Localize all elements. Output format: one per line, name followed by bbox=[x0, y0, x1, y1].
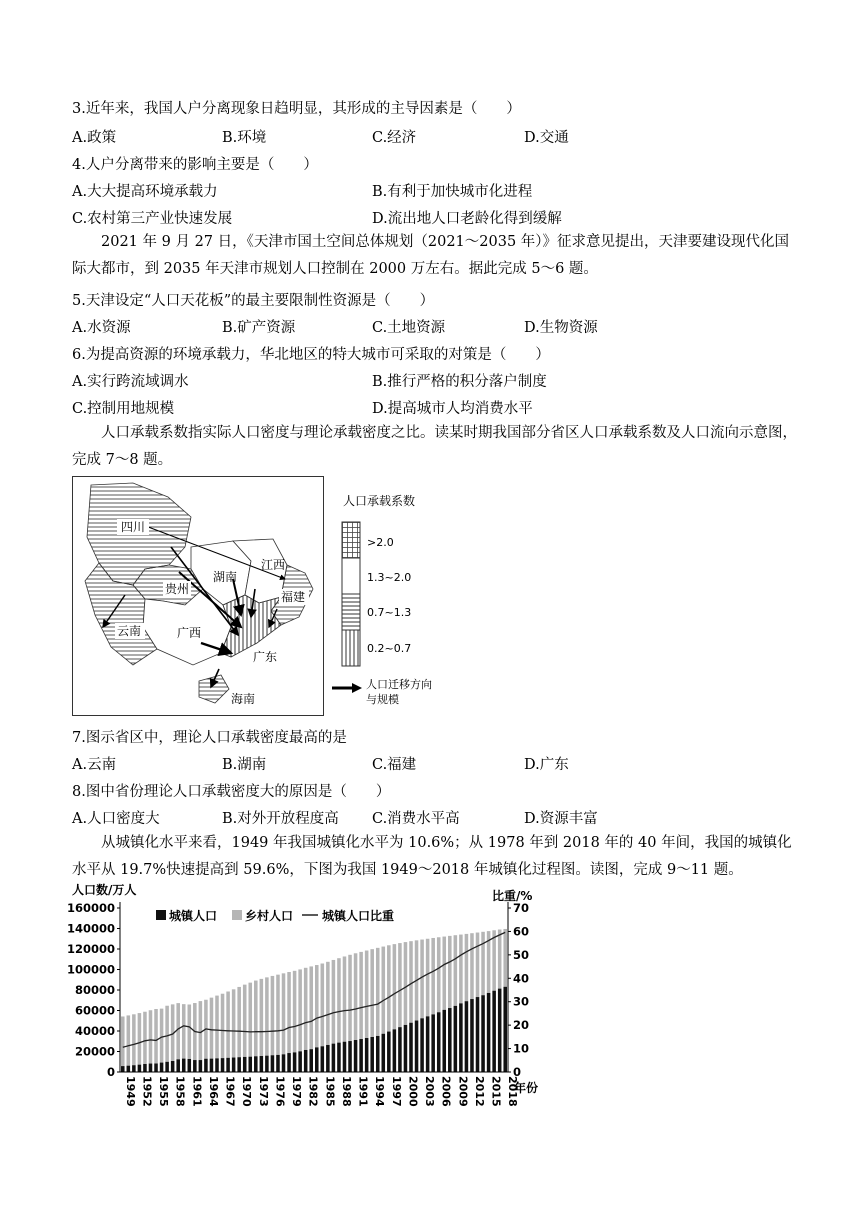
map-legend-swatches bbox=[340, 520, 364, 672]
bar-rural-1954 bbox=[149, 1010, 153, 1063]
bar-rural-2013 bbox=[476, 933, 480, 998]
bar-urban-1990 bbox=[348, 1041, 352, 1072]
bar-rural-2001 bbox=[409, 941, 413, 1023]
bar-urban-2004 bbox=[426, 1016, 430, 1072]
bar-urban-2000 bbox=[404, 1025, 408, 1072]
q4-option-d: D.流出地人口老龄化得到缓解 bbox=[372, 211, 562, 227]
bar-urban-1956 bbox=[160, 1063, 164, 1072]
bar-rural-1972 bbox=[248, 983, 252, 1057]
bar-urban-1959 bbox=[176, 1059, 180, 1072]
xtick-label-1994: 1994 bbox=[373, 1076, 387, 1107]
ytick-label-1: 140000 bbox=[66, 921, 115, 936]
bar-urban-1993 bbox=[365, 1038, 369, 1072]
bar-urban-1960 bbox=[182, 1059, 186, 1072]
bar-urban-1963 bbox=[199, 1060, 203, 1072]
q7-option-d: D.广东 bbox=[524, 757, 569, 773]
q3-option-d: D.交通 bbox=[524, 130, 569, 146]
bar-rural-1961 bbox=[188, 1004, 192, 1058]
bar-rural-1983 bbox=[309, 966, 313, 1049]
ytick-label-5: 60000 bbox=[74, 1003, 115, 1018]
bar-urban-1981 bbox=[298, 1051, 302, 1072]
xtick-label-1952: 1952 bbox=[140, 1076, 154, 1107]
bar-rural-1985 bbox=[321, 964, 325, 1047]
legend-label-gt2: >2.0 bbox=[367, 536, 394, 549]
bar-rural-1987 bbox=[332, 960, 336, 1044]
bar-urban-1971 bbox=[243, 1057, 247, 1072]
bar-rural-1956 bbox=[160, 1009, 164, 1063]
bar-rural-1995 bbox=[376, 948, 380, 1036]
bar-urban-1997 bbox=[387, 1032, 391, 1072]
xtick-label-1997: 1997 bbox=[389, 1076, 403, 1107]
bar-urban-1958 bbox=[171, 1061, 175, 1072]
bar-rural-1967 bbox=[221, 994, 225, 1058]
bar-rural-1951 bbox=[132, 1014, 136, 1065]
y2tick-label-7: 0 bbox=[513, 1065, 522, 1079]
xtick-label-2012: 2012 bbox=[472, 1076, 486, 1107]
q6-option-a: A.实行跨流域调水 bbox=[72, 374, 189, 390]
bar-urban-1951 bbox=[132, 1065, 136, 1072]
map-label-fujian: 福建 bbox=[281, 590, 306, 604]
q7-option-a: A.云南 bbox=[72, 757, 117, 773]
legend-label-ratio: 城镇人口比重 bbox=[322, 909, 395, 923]
bar-urban-2008 bbox=[448, 1008, 452, 1072]
xtick-label-2003: 2003 bbox=[423, 1076, 437, 1107]
q5-option-d: D.生物资源 bbox=[524, 320, 598, 336]
bar-urban-1968 bbox=[226, 1058, 230, 1072]
bar-rural-1978 bbox=[282, 973, 286, 1054]
xtick-label-1958: 1958 bbox=[173, 1076, 187, 1107]
bar-rural-1986 bbox=[326, 962, 330, 1045]
map-label-hainan: 海南 bbox=[231, 692, 256, 706]
bar-urban-1982 bbox=[304, 1050, 308, 1072]
legend-label-rural: 乡村人口 bbox=[245, 909, 294, 923]
bar-rural-1994 bbox=[370, 949, 374, 1037]
xtick-label-1991: 1991 bbox=[356, 1076, 370, 1107]
bar-rural-1966 bbox=[215, 996, 219, 1059]
bar-urban-1966 bbox=[215, 1058, 219, 1072]
legend-arrow-label-2: 与规模 bbox=[366, 693, 399, 706]
ytick-label-4: 80000 bbox=[74, 983, 115, 997]
q5-option-c: C.土地资源 bbox=[372, 320, 446, 336]
bar-urban-1949 bbox=[121, 1066, 125, 1072]
q8-option-a: A.人口密度大 bbox=[72, 811, 160, 827]
legend-arrow-icon bbox=[330, 682, 364, 694]
bar-urban-1957 bbox=[165, 1062, 169, 1072]
bar-urban-1973 bbox=[254, 1056, 258, 1072]
bar-urban-1955 bbox=[154, 1064, 158, 1072]
q6-option-b: B.推行严格的积分落户制度 bbox=[372, 374, 547, 390]
urbanization-chart bbox=[66, 880, 550, 1110]
bar-urban-1985 bbox=[321, 1046, 325, 1072]
q3-option-b: B.环境 bbox=[222, 130, 267, 146]
xtick-label-1961: 1961 bbox=[190, 1076, 204, 1107]
q7-stem: 7.图示省区中，理论人口承载密度最高的是 bbox=[72, 730, 347, 746]
legend-arrow-label-1: 人口迁移方向 bbox=[366, 678, 432, 691]
bar-rural-1998 bbox=[393, 944, 397, 1029]
xtick-label-1982: 1982 bbox=[306, 1076, 320, 1107]
bar-urban-1998 bbox=[393, 1029, 397, 1072]
bar-rural-1975 bbox=[265, 977, 269, 1055]
chart-y2label: 比重/% bbox=[492, 889, 533, 903]
bar-urban-1989 bbox=[343, 1042, 347, 1072]
xtick-label-1970: 1970 bbox=[240, 1076, 254, 1107]
bar-urban-2001 bbox=[409, 1023, 413, 1072]
bar-rural-1990 bbox=[348, 955, 352, 1041]
map-label-jiangxi: 江西 bbox=[261, 558, 286, 572]
bar-urban-1978 bbox=[282, 1054, 286, 1072]
bar-rural-1981 bbox=[298, 969, 302, 1051]
y2tick-label-5: 20 bbox=[513, 1018, 530, 1033]
xtick-label-1973: 1973 bbox=[256, 1076, 270, 1107]
bar-rural-1970 bbox=[237, 987, 241, 1057]
bar-urban-2011 bbox=[465, 1001, 469, 1072]
bar-urban-1969 bbox=[232, 1058, 236, 1072]
bar-rural-2018 bbox=[503, 929, 507, 987]
bar-rural-1955 bbox=[154, 1009, 158, 1064]
map-label-guizhou: 贵州 bbox=[165, 582, 190, 596]
passage-carrying: 人口承载系数指实际人口密度与理论承载密度之比。读某时期我国部分省区人口承载系数及人口流向示意图，完成 7～8 题。 bbox=[72, 425, 797, 468]
q8-stem: 8.图中省份理论人口承载密度大的原因是（ ） bbox=[72, 784, 391, 800]
ytick-label-6: 40000 bbox=[74, 1024, 115, 1038]
bar-urban-1967 bbox=[221, 1058, 225, 1072]
q5-stem: 5.天津设定“人口天花板”的最主要限制性资源是（ ） bbox=[72, 293, 435, 309]
bar-rural-1988 bbox=[337, 958, 341, 1042]
bar-urban-2009 bbox=[454, 1006, 458, 1072]
bar-rural-1991 bbox=[354, 953, 358, 1040]
bar-rural-1974 bbox=[260, 979, 264, 1056]
bar-rural-1999 bbox=[398, 943, 402, 1027]
bar-urban-1953 bbox=[143, 1064, 147, 1072]
xtick-label-1964: 1964 bbox=[206, 1076, 220, 1107]
xtick-label-2009: 2009 bbox=[456, 1076, 470, 1107]
passage-tianjin: 2021 年 9 月 27 日，《天津市国土空间总体规划（2021～2035 年）》征求意见提出，天津要建设现代化国际大都市，到 2035 年天津市规划人口控制在 2000 万左右。据此完成 5～6 题。 bbox=[72, 234, 790, 277]
population-map bbox=[72, 476, 324, 716]
bar-rural-2003 bbox=[420, 940, 424, 1019]
bar-rural-2010 bbox=[459, 935, 463, 1004]
xtick-label-1988: 1988 bbox=[339, 1076, 353, 1107]
q6-option-c: C.控制用地规模 bbox=[72, 401, 175, 417]
bar-rural-1977 bbox=[276, 975, 280, 1055]
bar-rural-1980 bbox=[293, 971, 297, 1053]
bar-urban-2003 bbox=[420, 1018, 424, 1072]
bar-rural-2007 bbox=[442, 937, 446, 1010]
legend-label-0-2-0-7: 0.2~0.7 bbox=[367, 642, 412, 655]
bar-rural-1993 bbox=[365, 951, 369, 1038]
bar-urban-1975 bbox=[265, 1056, 269, 1072]
map-label-yunnan: 云南 bbox=[117, 624, 142, 638]
map-label-sichuan: 四川 bbox=[121, 520, 146, 534]
bar-urban-1974 bbox=[260, 1056, 264, 1072]
q7-option-c: C.福建 bbox=[372, 757, 417, 773]
map-label-guangdong: 广东 bbox=[253, 650, 278, 664]
bar-rural-1982 bbox=[304, 968, 308, 1050]
bar-rural-1960 bbox=[182, 1004, 186, 1058]
xtick-label-1979: 1979 bbox=[290, 1076, 304, 1107]
bar-urban-2010 bbox=[459, 1003, 463, 1072]
q4-option-c: C.农村第三产业快速发展 bbox=[72, 211, 233, 227]
y2tick-label-0: 70 bbox=[513, 901, 530, 915]
xtick-label-2006: 2006 bbox=[439, 1076, 453, 1107]
bar-urban-2013 bbox=[476, 997, 480, 1072]
bar-urban-1964 bbox=[204, 1059, 208, 1072]
legend-swatch-rural bbox=[232, 910, 242, 920]
bar-urban-1970 bbox=[237, 1057, 241, 1072]
bar-urban-1999 bbox=[398, 1027, 402, 1072]
chart-ylabel: 人口数/万人 bbox=[72, 883, 137, 897]
legend-swatch-0-2-0-7 bbox=[342, 630, 360, 666]
map-label-guangxi: 广西 bbox=[177, 626, 202, 640]
bar-rural-2016 bbox=[492, 930, 496, 990]
bar-rural-1971 bbox=[243, 985, 247, 1057]
bar-rural-2006 bbox=[437, 937, 441, 1012]
bar-urban-2015 bbox=[487, 993, 491, 1072]
bar-rural-1989 bbox=[343, 956, 347, 1041]
xtick-label-2015: 2015 bbox=[489, 1076, 503, 1107]
map-legend-title: 人口承载系数 bbox=[343, 494, 416, 508]
bar-rural-1997 bbox=[387, 945, 391, 1031]
ytick-label-2: 120000 bbox=[66, 942, 115, 956]
bar-urban-2006 bbox=[437, 1012, 441, 1072]
y2tick-label-6: 10 bbox=[513, 1041, 530, 1056]
bar-urban-1984 bbox=[315, 1047, 319, 1072]
bar-urban-1987 bbox=[332, 1044, 336, 1072]
bar-urban-2002 bbox=[415, 1021, 419, 1072]
bar-urban-1976 bbox=[271, 1055, 275, 1072]
bar-rural-2008 bbox=[448, 936, 452, 1008]
bar-rural-2011 bbox=[465, 934, 469, 1001]
q8-option-d: D.资源丰富 bbox=[524, 811, 598, 827]
legend-swatch-0-7-1-3 bbox=[342, 594, 360, 630]
bar-urban-1961 bbox=[188, 1059, 192, 1072]
bar-urban-2012 bbox=[470, 999, 474, 1072]
passage-urbanization: 从城镇化水平来看，1949 年我国城镇化水平为 10.6%；从 1978 年到 2018 年的 40 年间，我国的城镇化水平从 19.7%快速提高到 59.6%，下图为我国 1949～2018 年城镇化过程图。读图，完成 9～11 题。 bbox=[72, 835, 792, 878]
ytick-label-3: 100000 bbox=[66, 962, 115, 977]
bar-rural-2005 bbox=[431, 938, 435, 1014]
xtick-label-1955: 1955 bbox=[157, 1076, 171, 1107]
q3-option-a: A.政策 bbox=[72, 130, 117, 146]
bar-rural-1984 bbox=[315, 965, 319, 1047]
legend-swatch-urban bbox=[156, 910, 166, 920]
y2tick-label-2: 50 bbox=[513, 947, 530, 962]
bar-urban-1979 bbox=[287, 1053, 291, 1072]
bar-rural-1969 bbox=[232, 989, 236, 1057]
bar-urban-2007 bbox=[442, 1010, 446, 1072]
bar-rural-2017 bbox=[498, 930, 502, 989]
q4-option-b: B.有利于加快城市化进程 bbox=[372, 184, 533, 200]
bar-rural-1968 bbox=[226, 992, 230, 1058]
bar-rural-1959 bbox=[176, 1003, 180, 1059]
bar-urban-2016 bbox=[492, 991, 496, 1072]
q5-option-a: A.水资源 bbox=[72, 320, 131, 336]
bar-rural-1973 bbox=[254, 981, 258, 1057]
bar-urban-1965 bbox=[210, 1059, 214, 1072]
bar-urban-1952 bbox=[138, 1065, 142, 1072]
bar-rural-1957 bbox=[165, 1006, 169, 1062]
y2tick-label-3: 40 bbox=[513, 971, 530, 986]
bar-rural-2000 bbox=[404, 942, 408, 1025]
q3-stem: 3.近年来，我国人户分离现象日趋明显，其形成的主导因素是（ ） bbox=[72, 101, 521, 117]
q6-option-d: D.提高城市人均消费水平 bbox=[372, 401, 533, 417]
xtick-label-1976: 1976 bbox=[273, 1076, 287, 1107]
bar-rural-1979 bbox=[287, 972, 291, 1053]
bar-urban-2005 bbox=[431, 1014, 435, 1072]
bar-urban-2014 bbox=[481, 995, 485, 1072]
bar-urban-2017 bbox=[498, 989, 502, 1072]
q7-option-b: B.湖南 bbox=[222, 757, 267, 773]
xtick-label-2000: 2000 bbox=[406, 1076, 420, 1107]
bar-urban-1995 bbox=[376, 1036, 380, 1072]
bar-rural-1965 bbox=[210, 998, 214, 1059]
bar-urban-1983 bbox=[309, 1049, 313, 1072]
chart-xlabel: 年份 bbox=[514, 1081, 539, 1095]
bar-rural-1950 bbox=[127, 1015, 131, 1065]
bar-rural-1949 bbox=[121, 1016, 125, 1066]
ytick-label-7: 20000 bbox=[74, 1044, 115, 1059]
bar-urban-1996 bbox=[382, 1034, 386, 1072]
xtick-label-2018: 2018 bbox=[506, 1076, 520, 1107]
xtick-label-1949: 1949 bbox=[123, 1076, 137, 1107]
q8-option-c: C.消费水平高 bbox=[372, 811, 460, 827]
ytick-label-8: 0 bbox=[106, 1065, 115, 1079]
bar-urban-1994 bbox=[370, 1037, 374, 1072]
q5-option-b: B.矿产资源 bbox=[222, 320, 296, 336]
bar-urban-1980 bbox=[293, 1052, 297, 1072]
bar-urban-1991 bbox=[354, 1040, 358, 1072]
map-label-hunan: 湖南 bbox=[213, 570, 238, 584]
bar-urban-1988 bbox=[337, 1043, 341, 1072]
q6-stem: 6.为提高资源的环境承载力，华北地区的特大城市可采取的对策是（ ） bbox=[72, 347, 550, 363]
legend-label-0-7-1-3: 0.7~1.3 bbox=[367, 606, 412, 619]
bar-rural-1976 bbox=[271, 976, 275, 1055]
q4-stem: 4.人户分离带来的影响主要是（ ） bbox=[72, 157, 318, 173]
bar-urban-1950 bbox=[127, 1066, 131, 1072]
bar-urban-1977 bbox=[276, 1055, 280, 1072]
bar-rural-2014 bbox=[481, 932, 485, 995]
line-urban-ratio bbox=[123, 932, 505, 1047]
xtick-label-1967: 1967 bbox=[223, 1076, 237, 1107]
legend-label-1-3-2: 1.3~2.0 bbox=[367, 571, 412, 584]
bar-urban-1962 bbox=[193, 1060, 197, 1072]
q8-option-b: B.对外开放程度高 bbox=[222, 811, 339, 827]
bar-rural-1992 bbox=[359, 952, 363, 1039]
legend-swatch-gt2 bbox=[342, 522, 360, 558]
bar-urban-1986 bbox=[326, 1045, 330, 1072]
bar-rural-2004 bbox=[426, 939, 430, 1017]
bar-rural-1963 bbox=[199, 1001, 203, 1060]
bar-rural-2009 bbox=[454, 935, 458, 1006]
bar-urban-1954 bbox=[149, 1064, 153, 1072]
bar-urban-1972 bbox=[248, 1057, 252, 1072]
xtick-label-1985: 1985 bbox=[323, 1076, 337, 1107]
y2tick-label-1: 60 bbox=[513, 924, 530, 939]
legend-swatch-1-3-2 bbox=[342, 558, 360, 594]
bar-urban-2018 bbox=[503, 987, 507, 1072]
ytick-label-0: 160000 bbox=[66, 901, 115, 915]
y2tick-label-4: 30 bbox=[513, 994, 530, 1009]
bar-urban-1992 bbox=[359, 1039, 363, 1072]
bar-rural-1953 bbox=[143, 1012, 147, 1064]
bar-rural-2012 bbox=[470, 933, 474, 999]
legend-label-urban: 城镇人口 bbox=[169, 909, 218, 923]
bar-rural-1952 bbox=[138, 1013, 142, 1065]
q4-option-a: A.大大提高环境承载力 bbox=[72, 184, 218, 200]
bar-rural-1996 bbox=[382, 947, 386, 1034]
q3-option-c: C.经济 bbox=[372, 130, 417, 146]
